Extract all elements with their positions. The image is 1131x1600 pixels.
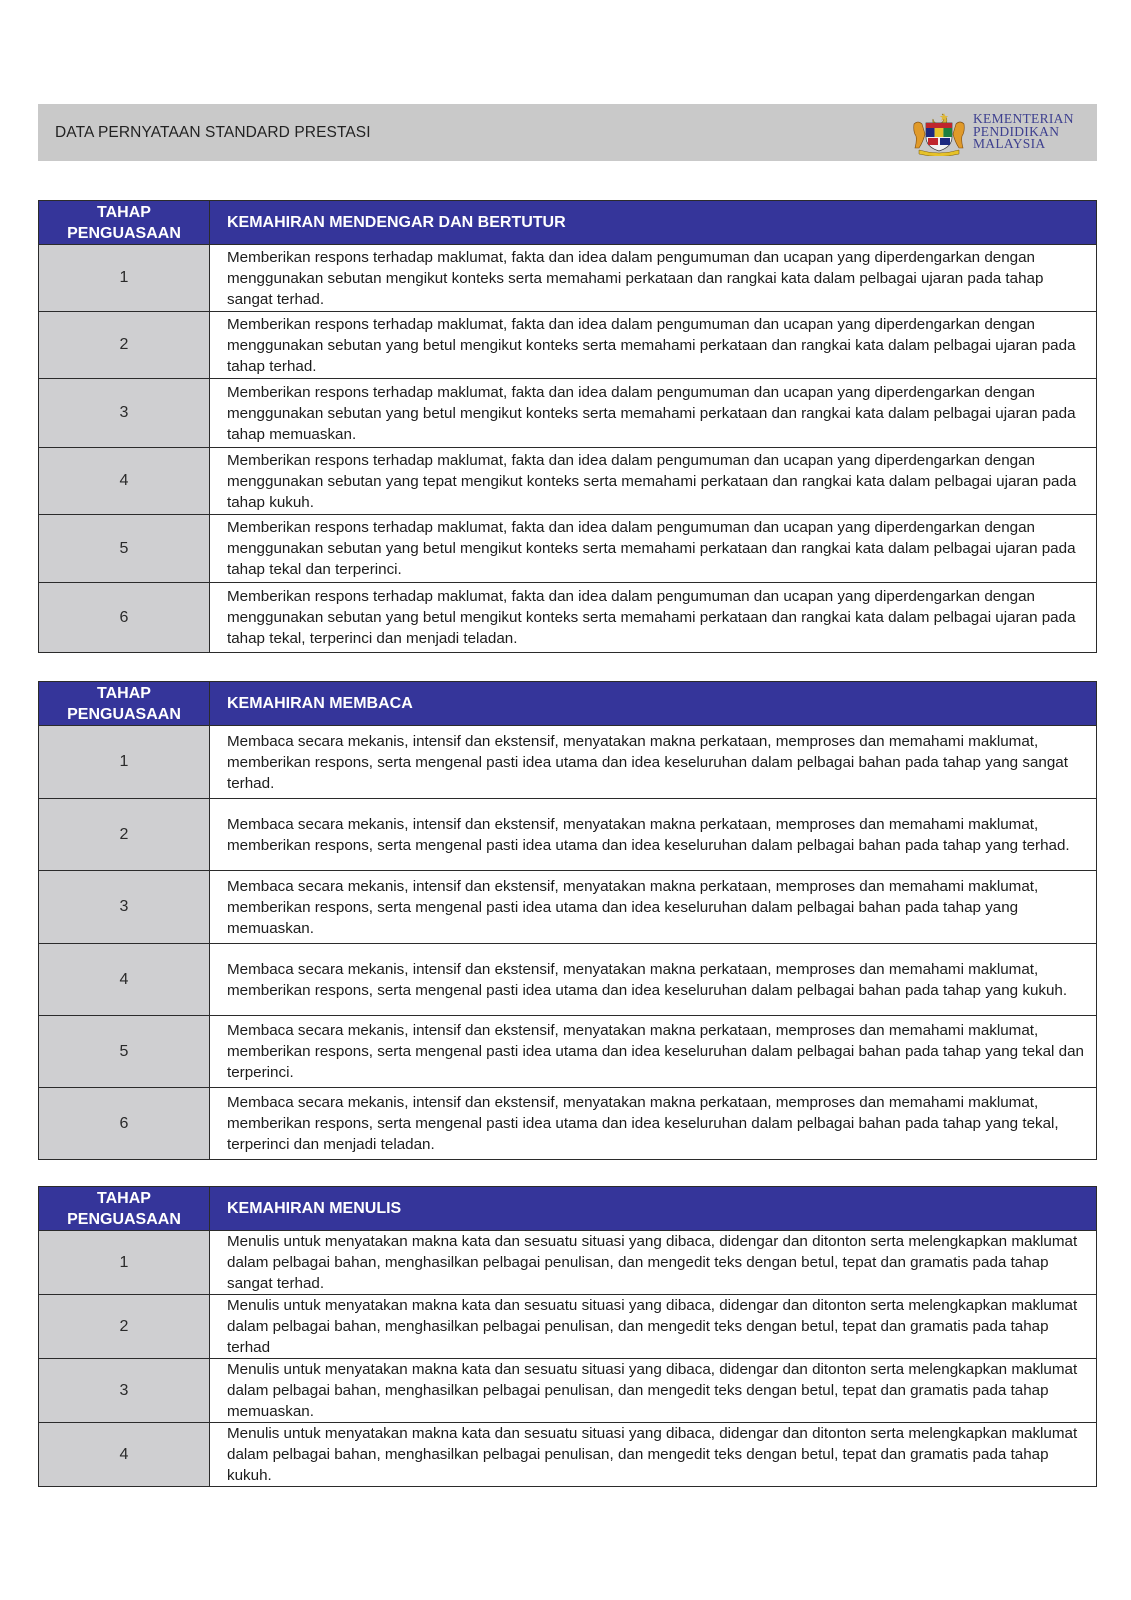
table-row [39, 379, 1097, 448]
standard-table-reading [38, 681, 1097, 1160]
table-row [39, 871, 1097, 944]
table-row [39, 583, 1097, 653]
column-header-level: TAHAP PENGUASAAN [39, 1187, 210, 1231]
table-row [39, 312, 1097, 379]
ministry-logo [911, 110, 1083, 156]
description-cell: Membaca secara mekanis, intensif dan ekstensif, menyatakan makna perkataan, memproses dan memahami maklumat, memberikan respons, serta mengenal pasti idea utama dan idea keseluruhan dalam pelbagai bahan pada tahap yang kukuh. [210, 944, 1097, 1016]
description-cell: Memberikan respons terhadap maklumat, fakta dan idea dalam pengumuman dan ucapan yang diperdengarkan dengan menggunakan sebutan yang betul mengikut konteks serta memahami perkataan dan rangkai kata dalam pelbagai ujaran pada tahap tekal, terperinci dan menjadi teladan. [210, 583, 1097, 653]
description-cell: Membaca secara mekanis, intensif dan ekstensif, menyatakan makna perkataan, memproses dan memahami maklumat, memberikan respons, serta mengenal pasti idea utama dan idea keseluruhan dalam pelbagai bahan pada tahap yang memuaskan. [210, 871, 1097, 944]
level-cell: 4 [39, 1423, 210, 1487]
level-cell: 3 [39, 871, 210, 944]
table-row [39, 245, 1097, 312]
level-cell: 4 [39, 944, 210, 1016]
level-cell: 1 [39, 245, 210, 312]
table-row [39, 944, 1097, 1016]
table-header-row [39, 682, 1097, 726]
level-cell: 4 [39, 448, 210, 515]
document-header [38, 104, 1097, 161]
table-row [39, 726, 1097, 799]
level-cell: 5 [39, 515, 210, 583]
table-row [39, 1231, 1097, 1295]
logo-line: PENDIDIKAN [973, 123, 1060, 139]
description-cell: Menulis untuk menyatakan makna kata dan sesuatu situasi yang dibaca, didengar dan ditonton serta melengkapkan maklumat dalam pelbagai bahan, menghasilkan pelbagai penulisan, dan mengedit teks dengan betul, tepat dan gramatis pada tahap terhad [210, 1295, 1097, 1359]
page-title: DATA PERNYATAAN STANDARD PRESTASI [55, 124, 371, 141]
description-cell: Membaca secara mekanis, intensif dan ekstensif, menyatakan makna perkataan, memproses dan memahami maklumat, memberikan respons, serta mengenal pasti idea utama dan idea keseluruhan dalam pelbagai bahan pada tahap yang tekal dan terperinci. [210, 1016, 1097, 1088]
description-cell: Membaca secara mekanis, intensif dan ekstensif, menyatakan makna perkataan, memproses dan memahami maklumat, memberikan respons, serta mengenal pasti idea utama dan idea keseluruhan dalam pelbagai bahan pada tahap yang sangat terhad. [210, 726, 1097, 799]
table-row [39, 799, 1097, 871]
level-cell: 1 [39, 726, 210, 799]
table-row [39, 1423, 1097, 1487]
column-header-level: TAHAP PENGUASAAN [39, 201, 210, 245]
level-cell: 6 [39, 1088, 210, 1160]
level-cell: 2 [39, 1295, 210, 1359]
description-cell: Memberikan respons terhadap maklumat, fakta dan idea dalam pengumuman dan ucapan yang diperdengarkan dengan menggunakan sebutan mengikut konteks serta memahami perkataan dan rangkai kata dalam pelbagai ujaran pada tahap sangat terhad. [210, 245, 1097, 312]
table-row [39, 448, 1097, 515]
column-header-skill: KEMAHIRAN MEMBACA [210, 682, 1097, 726]
description-cell: Menulis untuk menyatakan makna kata dan sesuatu situasi yang dibaca, didengar dan ditonton serta melengkapkan maklumat dalam pelbagai bahan, menghasilkan pelbagai penulisan, dan mengedit teks dengan betul, tepat dan gramatis pada tahap kukuh. [210, 1423, 1097, 1487]
table-row [39, 515, 1097, 583]
logo-line: MALAYSIA [973, 136, 1046, 151]
level-cell: 2 [39, 799, 210, 871]
level-cell: 3 [39, 1359, 210, 1423]
coat-of-arms-icon [911, 110, 967, 156]
level-cell: 1 [39, 1231, 210, 1295]
level-cell: 3 [39, 379, 210, 448]
level-cell: 5 [39, 1016, 210, 1088]
standard-table-listening-speaking [38, 200, 1097, 653]
table-row [39, 1088, 1097, 1160]
table-row [39, 1295, 1097, 1359]
level-cell: 2 [39, 312, 210, 379]
table-header-row [39, 201, 1097, 245]
description-cell: Membaca secara mekanis, intensif dan ekstensif, menyatakan makna perkataan, memproses dan memahami maklumat, memberikan respons, serta mengenal pasti idea utama dan idea keseluruhan dalam pelbagai bahan pada tahap yang terhad. [210, 799, 1097, 871]
column-header-skill: KEMAHIRAN MENDENGAR DAN BERTUTUR [210, 201, 1097, 245]
description-cell: Membaca secara mekanis, intensif dan ekstensif, menyatakan makna perkataan, memproses dan memahami maklumat, memberikan respons, serta mengenal pasti idea utama dan idea keseluruhan dalam pelbagai bahan pada tahap yang tekal, terperinci dan menjadi teladan. [210, 1088, 1097, 1160]
description-cell: Menulis untuk menyatakan makna kata dan sesuatu situasi yang dibaca, didengar dan ditonton serta melengkapkan maklumat dalam pelbagai bahan, menghasilkan pelbagai penulisan, dan mengedit teks dengan betul, tepat dan gramatis pada tahap sangat terhad. [210, 1231, 1097, 1295]
description-cell: Memberikan respons terhadap maklumat, fakta dan idea dalam pengumuman dan ucapan yang diperdengarkan dengan menggunakan sebutan yang betul mengikut konteks serta memahami perkataan dan rangkai kata dalam pelbagai ujaran pada tahap terhad. [210, 312, 1097, 379]
description-cell: Menulis untuk menyatakan makna kata dan sesuatu situasi yang dibaca, didengar dan ditonton serta melengkapkan maklumat dalam pelbagai bahan, menghasilkan pelbagai penulisan, dan mengedit teks dengan betul, tepat dan gramatis pada tahap memuaskan. [210, 1359, 1097, 1423]
table-row [39, 1359, 1097, 1423]
column-header-level: TAHAP PENGUASAAN [39, 682, 210, 726]
description-cell: Memberikan respons terhadap maklumat, fakta dan idea dalam pengumuman dan ucapan yang diperdengarkan dengan menggunakan sebutan yang betul mengikut konteks serta memahami perkataan dan rangkai kata dalam pelbagai ujaran pada tahap memuaskan. [210, 379, 1097, 448]
description-cell: Memberikan respons terhadap maklumat, fakta dan idea dalam pengumuman dan ucapan yang diperdengarkan dengan menggunakan sebutan yang tepat mengikut konteks serta memahami perkataan dan rangkai kata dalam pelbagai ujaran pada tahap kukuh. [210, 448, 1097, 515]
standard-table-writing [38, 1186, 1097, 1487]
table-row [39, 1016, 1097, 1088]
table-header-row [39, 1187, 1097, 1231]
ministry-logo-text [973, 113, 1074, 151]
level-cell: 6 [39, 583, 210, 653]
column-header-skill: KEMAHIRAN MENULIS [210, 1187, 1097, 1231]
logo-line: KEMENTERIAN [973, 111, 1074, 126]
description-cell: Memberikan respons terhadap maklumat, fakta dan idea dalam pengumuman dan ucapan yang diperdengarkan dengan menggunakan sebutan yang betul mengikut konteks serta memahami perkataan dan rangkai kata dalam pelbagai ujaran pada tahap tekal dan terperinci. [210, 515, 1097, 583]
